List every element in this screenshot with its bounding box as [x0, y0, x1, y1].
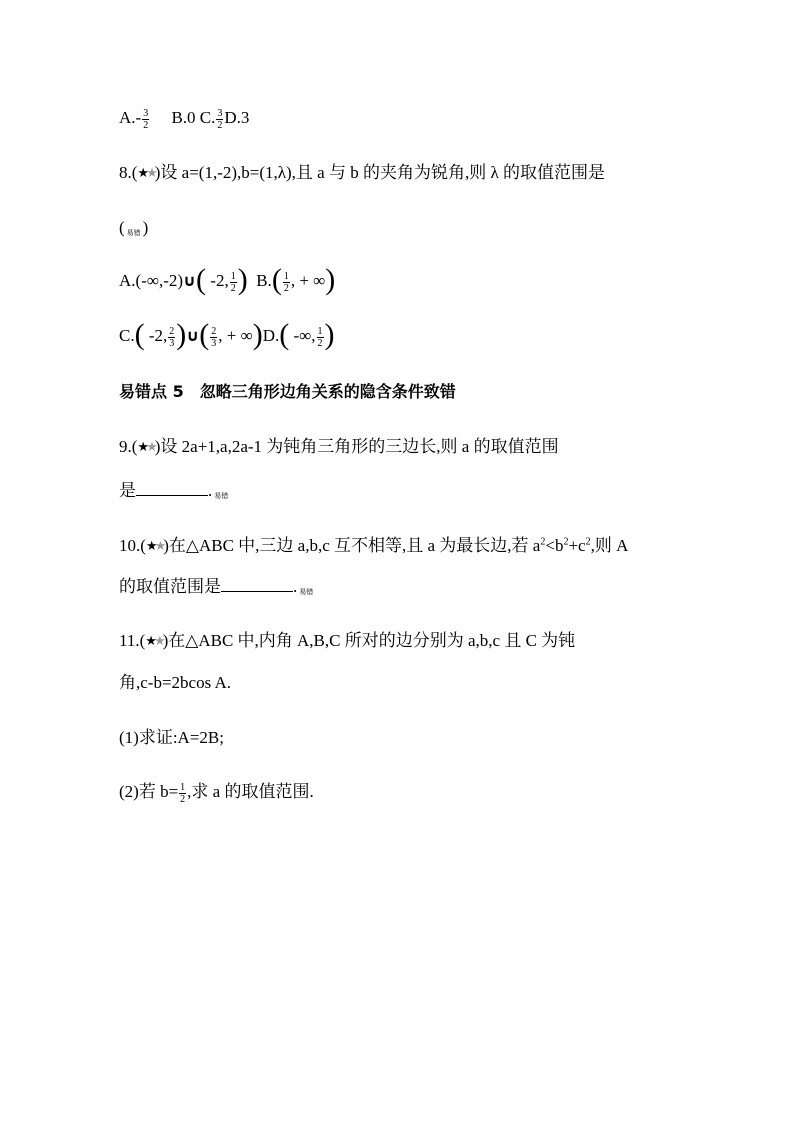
q8-stem [119, 160, 605, 188]
q11-part1: (1)求证:A=2B; [119, 728, 224, 747]
question-text: )设 a=(1,-2),b=(1,λ),且 a 与 b 的夹角为锐角,则 λ 的取值范围是 [154, 163, 605, 182]
question-number: 11.( [119, 631, 146, 650]
q8-options-ab: A.(-∞,-2)∪( -2, $\frac{1}{2}$ ) B.( $\frac{1}{2}$ , + ∞) [119, 263, 336, 297]
q8-options-cd: C.( -2, $\frac{2}{3}$ )∪( $\frac{2}{3}$ , + ∞)D.( -∞, $\frac{1}{2}$ ) [119, 318, 335, 352]
answer-blank[interactable] [221, 575, 293, 592]
q8-option-a: A.(-∞,-2) [119, 271, 184, 290]
question-number: 10.( [119, 536, 146, 555]
q8-option-c: C. [119, 326, 135, 345]
fraction: $\frac{3}{2}$ [217, 107, 223, 131]
q10-stem: 10.(★★)在△ABC 中,三边 a,b,c 互不相等,且 a 为最长边,若 $a^2<b^2+c^2$,则 A [119, 533, 628, 561]
question-text: )在△ABC 中,内角 A,B,C 所对的边分别为 a,b,c 且 C 为钝 [162, 631, 576, 650]
question-number: 8.( [119, 163, 138, 182]
q7-option-d: D.3 [224, 108, 250, 127]
error-prone-tag: 易错 [126, 229, 141, 237]
error-prone-tag: 易错 [299, 588, 314, 596]
question-text: )在△ABC 中,三边 a,b,c 互不相等,且 a 为最长边,若 a [163, 536, 541, 555]
q11-stem [119, 628, 575, 656]
error-prone-tag: 易错 [214, 492, 229, 500]
fraction: $\frac{1}{2}$ [317, 325, 323, 349]
question-text: )设 2a+1,a,2a-1 为钝角三角形的三边长,则 a 的取值范围 [154, 437, 559, 456]
q7-option-b: B.0 [171, 108, 196, 127]
q11-stem-line2: 角,c-b=2bcos A. [119, 673, 232, 692]
difficulty-star-icon: ★★ [137, 440, 155, 455]
fraction: $\frac{1}{2}$ [283, 270, 289, 294]
fraction: $\frac{2}{3}$ [169, 325, 175, 349]
fraction: $\frac{2}{3}$ [211, 325, 217, 349]
q10-answer-line: 的取值范围是 . 易错 [119, 577, 314, 596]
q7-option-a: A.- [119, 108, 142, 127]
q8-option-b: B. [256, 271, 272, 290]
fraction: $\frac{1}{2}$ [230, 270, 236, 294]
fraction: $\frac{1}{2}$ [180, 781, 186, 805]
q8-answer-paren: ( 易错 ) [119, 218, 149, 237]
q8-option-d: D. [262, 326, 280, 345]
answer-blank[interactable] [136, 479, 208, 496]
q7-options [119, 105, 249, 131]
q7-option-c: C. [199, 108, 216, 127]
difficulty-star-icon: ★★ [137, 166, 155, 181]
q9-answer-line: 是 . 易错 [119, 481, 229, 500]
question-number: 9.( [119, 437, 138, 456]
difficulty-star-icon: ★★ [145, 634, 163, 649]
q9-stem [119, 434, 559, 462]
section-heading: 易错点 5 忽略三角形边角关系的隐含条件致错 [119, 382, 456, 401]
q11-part2: (2)若 b= $\frac{1}{2}$ ,求 a 的取值范围. [119, 781, 314, 805]
fraction: $\frac{3}{2}$ [143, 107, 149, 131]
difficulty-star-icon: ★★ [145, 539, 164, 554]
